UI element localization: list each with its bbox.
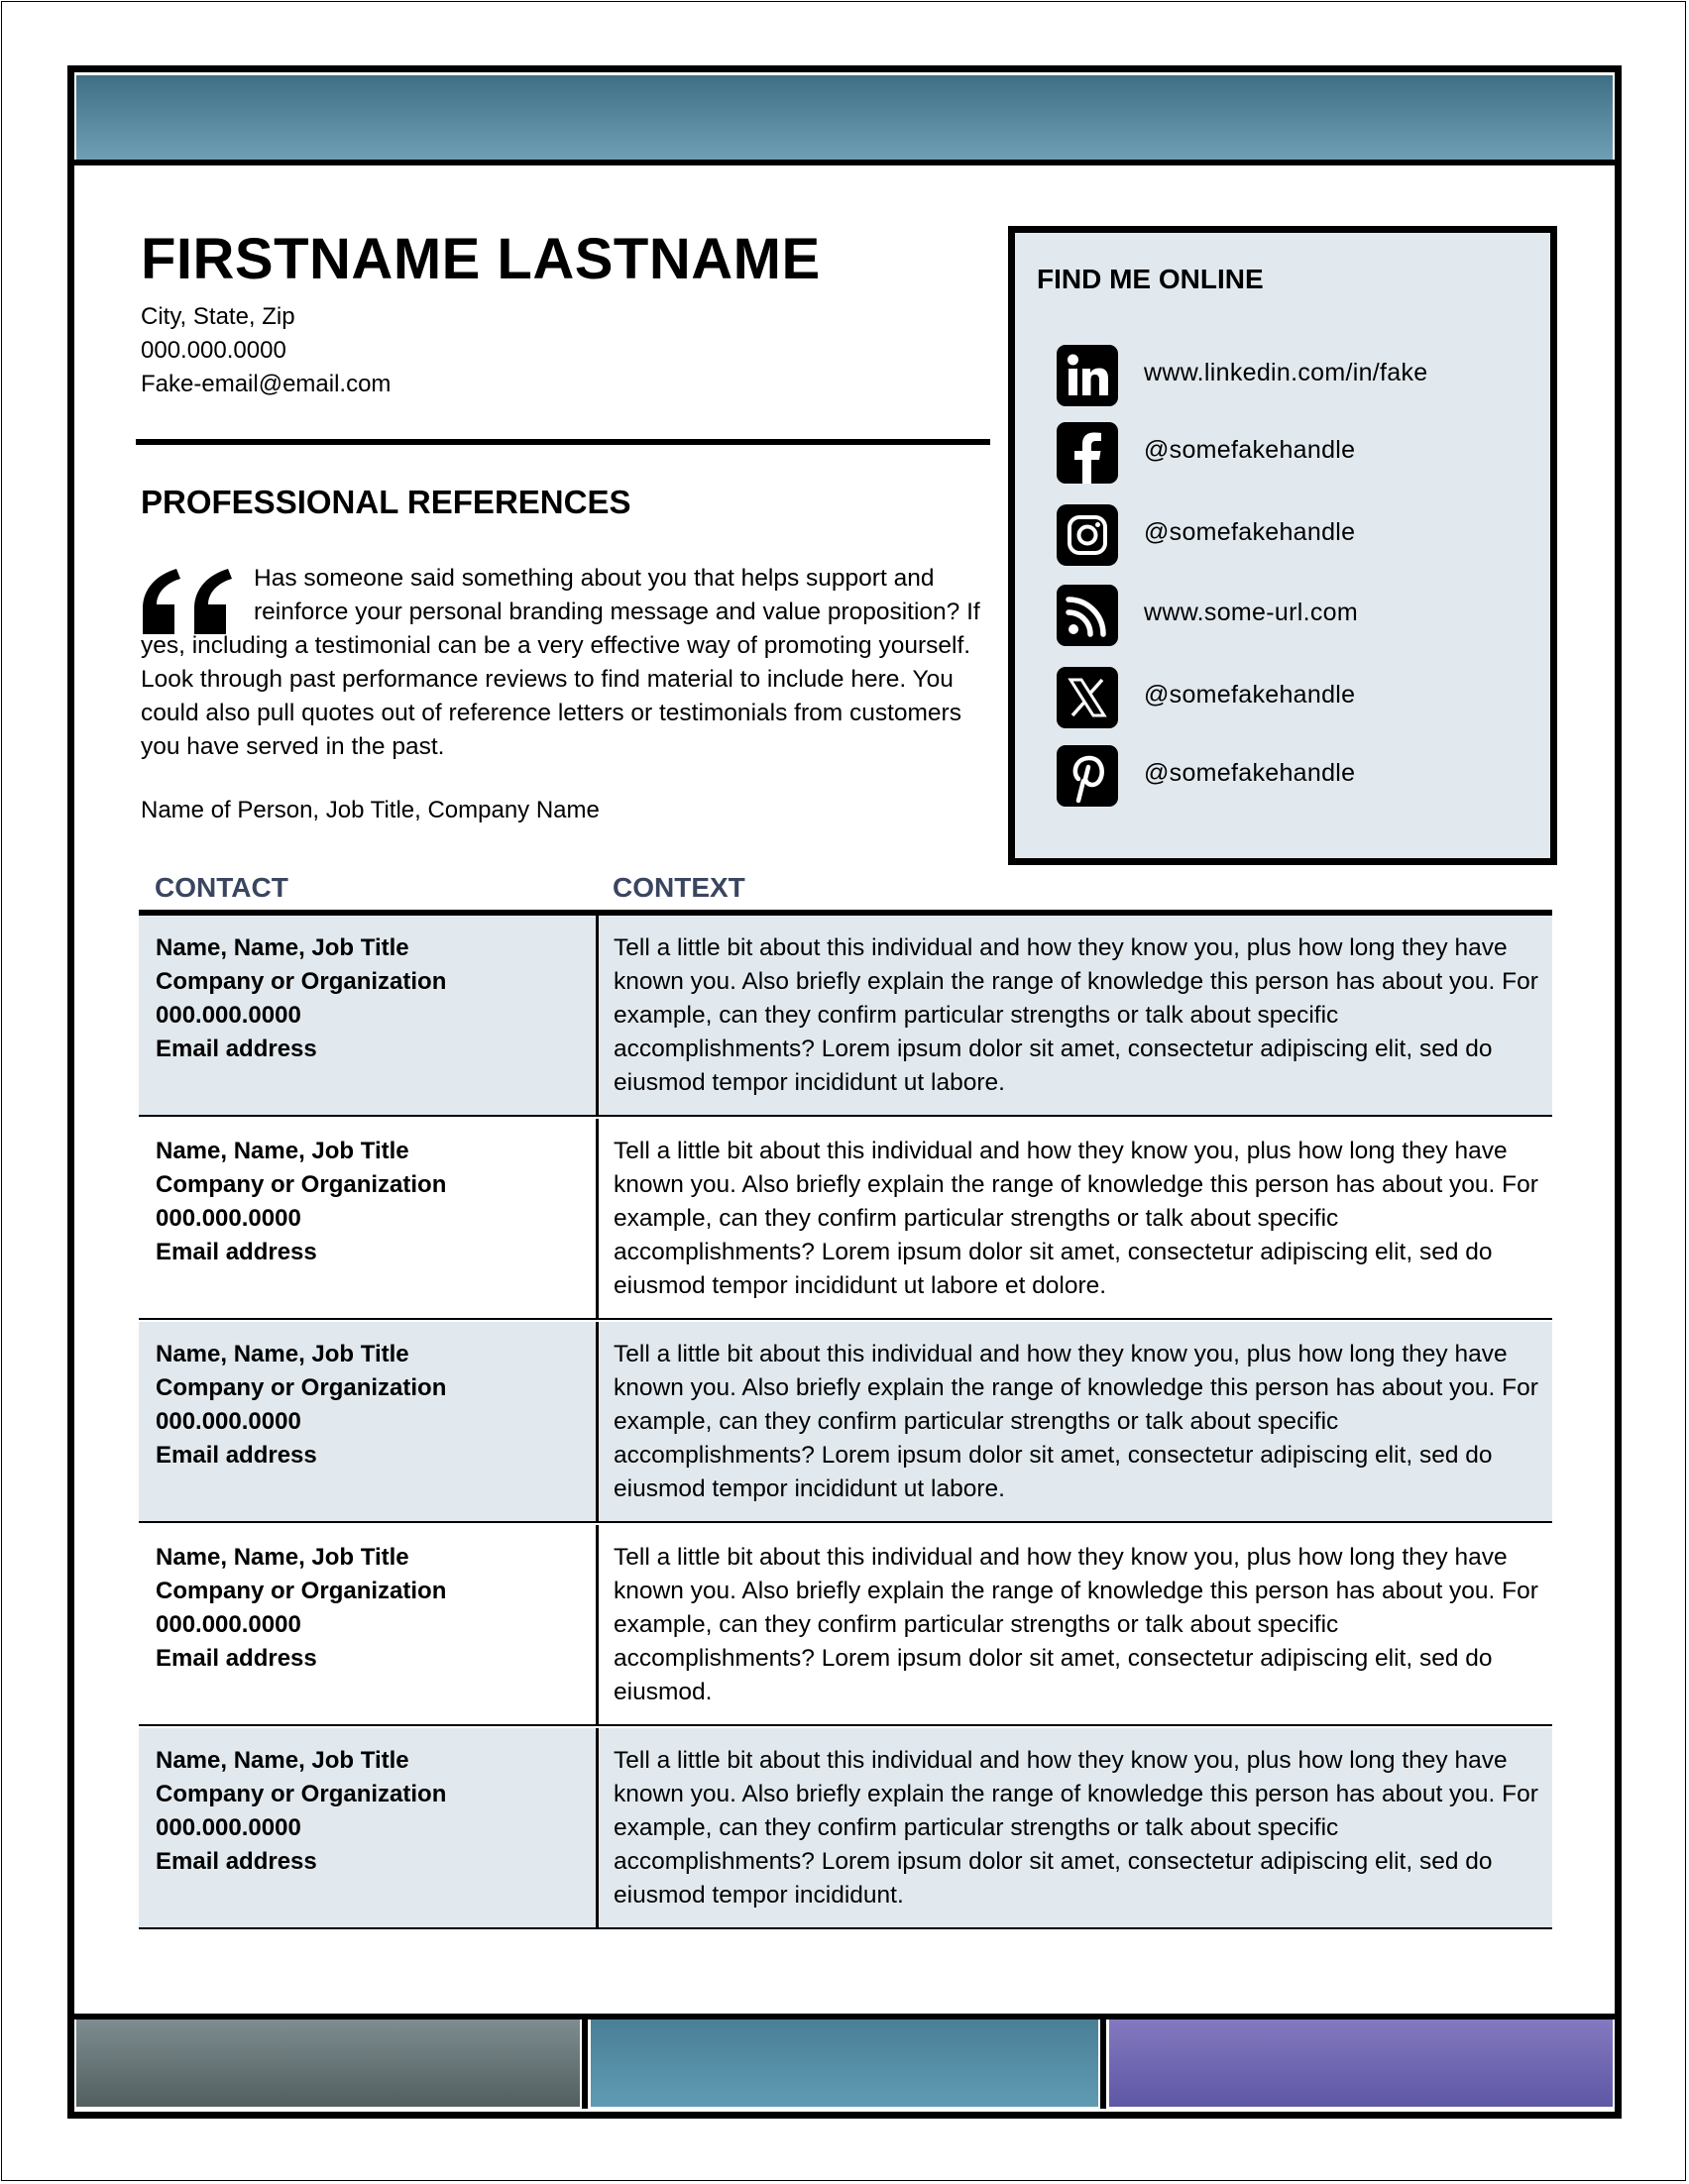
column-divider bbox=[596, 1322, 599, 1521]
context-cell: Tell a little bit about this individual and how they know you, plus how long they have known you. Also briefly explain the range of knowledge this person has about you. For example, can they confirm particular strengths or talk about specific accomplishments? Lorem ipsum dolor sit amet, consectetur adipiscing elit, sed do eiusmod. bbox=[614, 1544, 1538, 1705]
social-link-text: @somefakehandle bbox=[1144, 436, 1356, 464]
location-text: City, State, Zip bbox=[141, 303, 295, 330]
contact-organization: Company or Organization bbox=[156, 1374, 447, 1401]
context-cell: Tell a little bit about this individual and how they know you, plus how long they have known you. Also briefly explain the range of knowledge this person has about you. For example, can they confirm particular strengths or talk about specific accomplishments? Lorem ipsum dolor sit amet, consectetur adipiscing elit, sed do eiusmod tempor incididunt ut labore. bbox=[614, 1341, 1538, 1502]
header-divider bbox=[136, 439, 990, 445]
online-panel-title: FIND ME ONLINE bbox=[1037, 264, 1264, 294]
contact-cell bbox=[156, 931, 446, 1066]
top-bar-rule bbox=[69, 160, 1618, 165]
contact-email: Email address bbox=[156, 1239, 317, 1265]
social-link-instagram[interactable] bbox=[1057, 504, 1532, 566]
contact-email: Email address bbox=[156, 1848, 317, 1875]
contact-cell bbox=[156, 1744, 446, 1879]
contact-name: Name, Name, Job Title bbox=[156, 1138, 409, 1164]
quote-spacer bbox=[141, 562, 254, 629]
column-divider bbox=[596, 1119, 599, 1318]
x-icon bbox=[1057, 667, 1118, 728]
social-link-text: @somefakehandle bbox=[1144, 759, 1356, 787]
contact-email: Email address bbox=[156, 1645, 317, 1672]
social-link-rss[interactable] bbox=[1057, 585, 1532, 646]
contact-name: Name, Name, Job Title bbox=[156, 1544, 409, 1571]
contact-email: Email address bbox=[156, 1442, 317, 1469]
column-divider bbox=[596, 916, 599, 1115]
bottom-color-block-teal bbox=[591, 2020, 1098, 2107]
phone-text: 000.000.0000 bbox=[141, 337, 286, 364]
context-cell: Tell a little bit about this individual and how they know you, plus how long they have known you. Also briefly explain the range of knowledge this person has about you. For example, can they confirm particular strengths or talk about specific accomplishments? Lorem ipsum dolor sit amet, consectetur adipiscing elit, sed do eiusmod tempor incididunt ut labore. bbox=[614, 934, 1538, 1096]
rss-icon bbox=[1057, 585, 1118, 646]
social-link-text: www.linkedin.com/in/fake bbox=[1144, 359, 1428, 386]
contact-email: Email address bbox=[156, 1036, 317, 1062]
column-divider bbox=[596, 1525, 599, 1724]
column-divider bbox=[596, 1728, 599, 1927]
testimonial-text: Has someone said something about you that helps support and reinforce your personal branding message and value proposition? If yes, including a testimonial can be a very effective way of promoting yourself. Look through past performance reviews to find material to include here. You could also pull quotes out of reference letters or testimonials from customers you have served in the past. bbox=[141, 565, 980, 760]
contact-organization: Company or Organization bbox=[156, 968, 447, 995]
table-row bbox=[139, 1322, 1552, 1523]
contact-name: Name, Name, Job Title bbox=[156, 934, 409, 961]
column-header-contact: CONTACT bbox=[155, 872, 288, 903]
contact-phone: 000.000.0000 bbox=[156, 1814, 301, 1841]
social-link-linkedin[interactable] bbox=[1057, 345, 1532, 406]
table-row bbox=[139, 1728, 1552, 1929]
table-row bbox=[139, 1119, 1552, 1320]
social-link-text: @somefakehandle bbox=[1144, 681, 1356, 709]
email-text: Fake-email@email.com bbox=[141, 371, 392, 397]
social-link-text: www.some-url.com bbox=[1144, 599, 1358, 626]
contact-name: Name, Name, Job Title bbox=[156, 1747, 409, 1774]
contact-phone: 000.000.0000 bbox=[156, 1205, 301, 1232]
contact-cell bbox=[156, 1135, 446, 1269]
bottom-color-block-purple bbox=[1109, 2020, 1613, 2107]
contact-organization: Company or Organization bbox=[156, 1171, 447, 1198]
social-link-pinterest[interactable] bbox=[1057, 745, 1532, 807]
contact-phone: 000.000.0000 bbox=[156, 1408, 301, 1435]
table-row bbox=[139, 1525, 1552, 1726]
column-header-context: CONTEXT bbox=[613, 872, 745, 903]
testimonial-attribution: Name of Person, Job Title, Company Name bbox=[141, 797, 600, 823]
social-link-x[interactable] bbox=[1057, 667, 1532, 728]
section-title: PROFESSIONAL REFERENCES bbox=[141, 484, 631, 520]
social-link-text: @somefakehandle bbox=[1144, 518, 1356, 546]
bottom-block-divider bbox=[1100, 2018, 1106, 2109]
instagram-icon bbox=[1057, 504, 1118, 566]
facebook-icon bbox=[1057, 422, 1118, 484]
candidate-name: FIRSTNAME LASTNAME bbox=[141, 227, 821, 291]
bottom-color-block-slate bbox=[76, 2020, 580, 2107]
contact-organization: Company or Organization bbox=[156, 1578, 447, 1604]
pinterest-icon bbox=[1057, 745, 1118, 807]
context-cell: Tell a little bit about this individual and how they know you, plus how long they have known you. Also briefly explain the range of knowledge this person has about you. For example, can they confirm particular strengths or talk about specific accomplishments? Lorem ipsum dolor sit amet, consectetur adipiscing elit, sed do eiusmod tempor incididunt ut labore et dolore. bbox=[614, 1138, 1538, 1299]
contact-phone: 000.000.0000 bbox=[156, 1611, 301, 1638]
contact-cell bbox=[156, 1338, 446, 1473]
contact-cell bbox=[156, 1541, 446, 1676]
testimonial-block bbox=[141, 562, 993, 764]
bottom-block-divider bbox=[582, 2018, 588, 2109]
top-color-bar bbox=[76, 75, 1613, 160]
contact-organization: Company or Organization bbox=[156, 1781, 447, 1807]
social-link-facebook[interactable] bbox=[1057, 422, 1532, 484]
table-row bbox=[139, 916, 1552, 1117]
contact-phone: 000.000.0000 bbox=[156, 1002, 301, 1029]
contact-name: Name, Name, Job Title bbox=[156, 1341, 409, 1367]
context-cell: Tell a little bit about this individual and how they know you, plus how long they have known you. Also briefly explain the range of knowledge this person has about you. For example, can they confirm particular strengths or talk about specific accomplishments? Lorem ipsum dolor sit amet, consectetur adipiscing elit, sed do eiusmod tempor incididunt. bbox=[614, 1747, 1538, 1909]
linkedin-icon bbox=[1057, 345, 1118, 406]
